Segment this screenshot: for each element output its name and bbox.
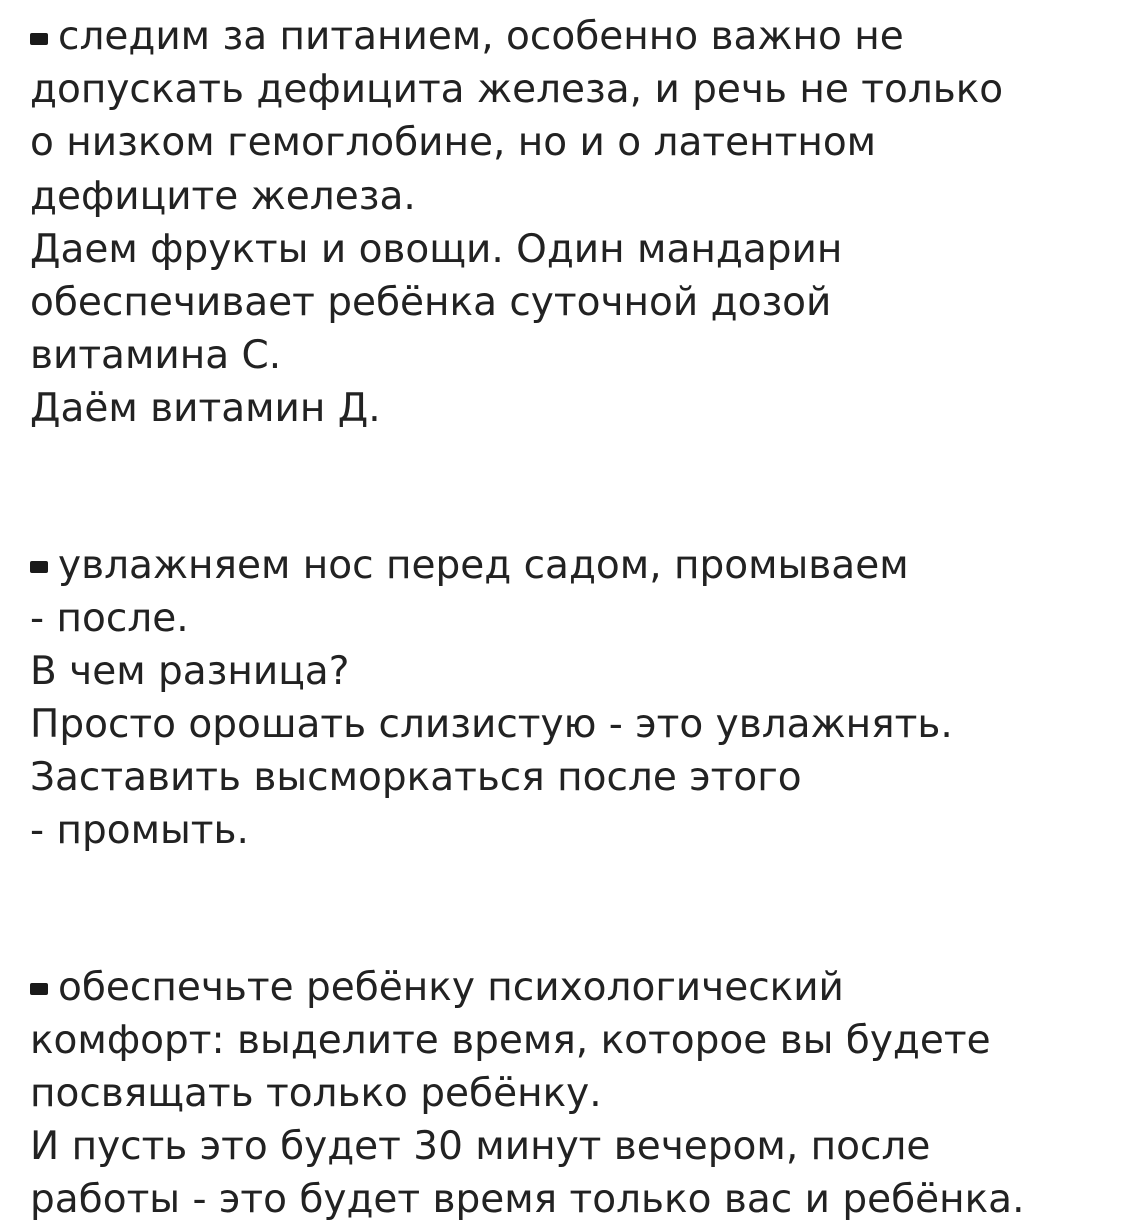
- text-line-content: следим за питанием, особенно важно не: [58, 14, 904, 59]
- text-line: работы - это будет время только вас и ребёнка.: [30, 1177, 1025, 1223]
- document-body: [30, 10, 1110, 1227]
- text-line: Даем фрукты и овощи. Один мандарин: [30, 226, 843, 272]
- text-line: дефиците железа.: [30, 173, 416, 219]
- bullet-square-icon: [30, 561, 48, 573]
- text-line: - промыть.: [30, 808, 249, 854]
- text-line: - после.: [30, 595, 189, 641]
- text-line: допускать дефицита железа, и речь не только: [30, 67, 1004, 113]
- text-line: [30, 961, 1110, 1014]
- text-line: Просто орошать слизистую - это увлажнять.: [30, 702, 953, 748]
- text-line: В чем разница?: [30, 648, 350, 694]
- text-line-content: обеспечьте ребёнку психологический: [58, 964, 844, 1010]
- bullet-square-icon: [30, 983, 48, 995]
- text-line: Заставить высморкаться после этого: [30, 755, 802, 801]
- text-line: комфорт: выделите время, которое вы будете: [30, 1017, 991, 1063]
- text-line: посвящать только ребёнку.: [30, 1071, 602, 1116]
- paragraph-nutrition: [30, 10, 1110, 436]
- text-line: обеспечивает ребёнка суточной дозой: [30, 279, 832, 325]
- text-line: Даём витамин Д.: [30, 386, 381, 432]
- bullet-square-icon: [30, 33, 48, 45]
- text-line-content: увлажняем нос перед садом, промываем: [58, 542, 909, 588]
- text-line: И пусть это будет 30 минут вечером, после: [30, 1124, 931, 1170]
- text-line: [30, 539, 1110, 592]
- text-line: [30, 10, 1110, 63]
- paragraph-spacer: [30, 858, 1110, 961]
- text-line: витамина С.: [30, 333, 282, 379]
- paragraph-psychological-comfort: [30, 961, 1110, 1227]
- text-line: о низком гемоглобине, но и о латентном: [30, 120, 877, 166]
- paragraph-spacer: [30, 436, 1110, 539]
- paragraph-nose-care: [30, 539, 1110, 858]
